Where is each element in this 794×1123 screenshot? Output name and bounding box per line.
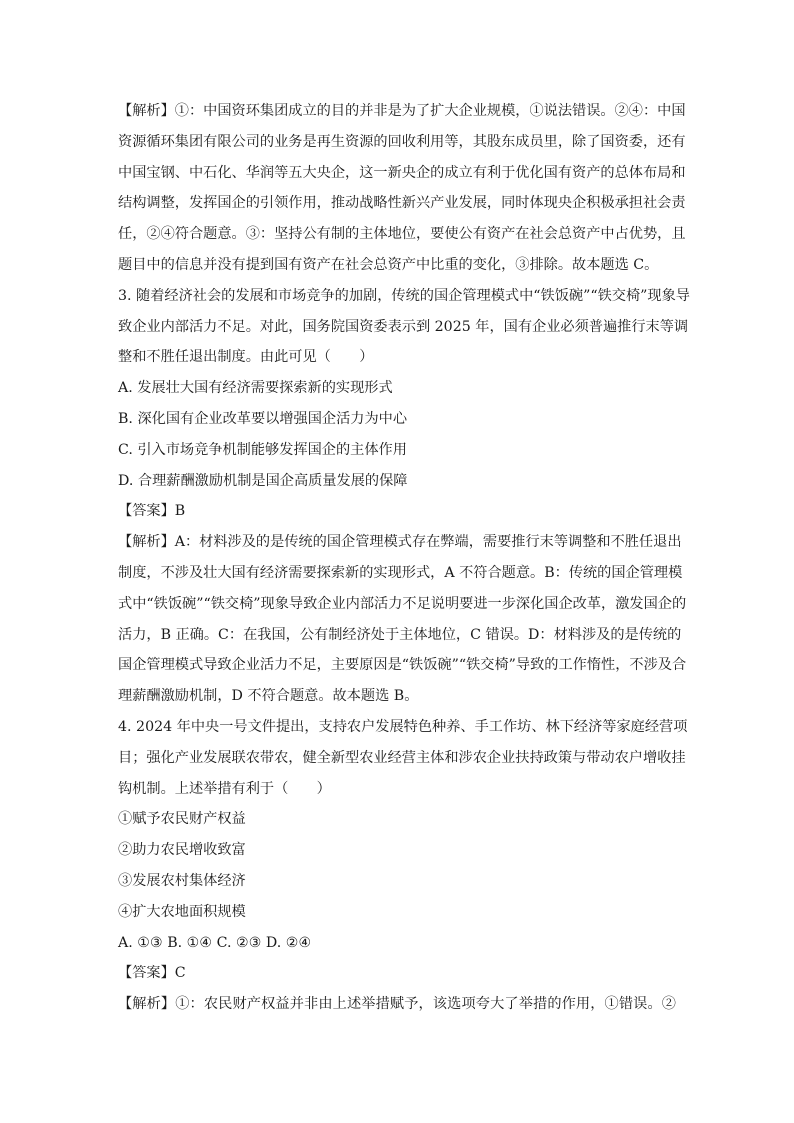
- question-stem-line: 目；强化产业发展联农带农，健全新型农业经营主体和涉农企业扶持政策与带动农户增收挂: [118, 749, 686, 766]
- answer-line: 【答案】B: [118, 503, 186, 520]
- question-stem-line: 4. 2024 年中央一号文件提出，支持农户发展特色种养、手工作坊、林下经济等家庭经营项: [118, 718, 688, 735]
- option-a: A. 发展壮大国有经济需要探索新的实现形式: [118, 380, 393, 397]
- answer-line: 【答案】C: [118, 965, 186, 982]
- question-stem-line: 整和不胜任退出制度。由此可见（ ）: [118, 349, 374, 366]
- analysis-line: 国企管理模式导致企业活力不足，主要原因是“铁饭碗”“铁交椅”导致的工作惰性，不涉及合: [118, 657, 687, 674]
- analysis-line: 【解析】①：中国资环集团成立的目的并非是为了扩大企业规模，①说法错误。②④：中国: [118, 103, 686, 119]
- question-stem-line: 致企业内部活力不足。对此，国务院国资委表示到 2025 年，国有企业必须普遍推行末等调: [118, 318, 689, 335]
- analysis-line: 任，②④符合题意。③：坚持公有制的主体地位，要使公有资产在社会总资产中占优势，且: [118, 226, 686, 243]
- analysis-line: 中国宝钢、中石化、华润等五大央企，这一新央企的成立有利于优化国有资产的总体布局和: [118, 164, 686, 181]
- analysis-line: 结构调整，发挥国企的引领作用，推动战略性新兴产业发展，同时体现央企积极承担社会责: [118, 195, 686, 212]
- analysis-line: 活力，B 正确。C：在我国，公有制经济处于主体地位，C 错误。D：材料涉及的是传统的: [118, 626, 682, 643]
- option-b: B. 深化国有企业改革要以增强国企活力为中心: [118, 410, 408, 427]
- question-stem-line: 钩机制。上述举措有利于（ ）: [118, 780, 331, 797]
- analysis-line: 【解析】A：材料涉及的是传统的国企管理模式存在弊端，需要推行末等调整和不胜任退出: [118, 534, 682, 551]
- question-stem-line: 3. 随着经济社会的发展和市场竞争的加剧，传统的国企管理模式中“铁饭碗”“铁交椅”现象导: [118, 287, 690, 304]
- statement-item: ②助力农民增收致富: [118, 842, 246, 859]
- statement-item: ④扩大农地面积规模: [118, 903, 246, 920]
- analysis-line: 【解析】①：农民财产权益并非由上述举措赋予，该选项夸大了举措的作用，①错误。②: [118, 996, 676, 1013]
- q2-analysis: [118, 96, 686, 281]
- analysis-line: 理薪酬激励机制，D 不符合题意。故本题选 B。: [118, 688, 419, 705]
- question-4: [118, 712, 688, 1020]
- analysis-line: 式中“铁饭碗”“铁交椅”现象导致企业内部活力不足说明要进一步深化国企改革，激发国企的: [118, 595, 687, 612]
- option-d: D. 合理薪酬激励机制是国企高质量发展的保障: [118, 472, 408, 489]
- statement-item: ①赋予农民财产权益: [118, 811, 246, 828]
- question-3: [118, 281, 690, 712]
- analysis-line: 资源循环集团有限公司的业务是再生资源的回收利用等，其股东成员里，除了国资委，还有: [118, 133, 686, 150]
- choice-line: A. ①③ B. ①④ C. ②③ D. ②④: [118, 934, 312, 951]
- statement-item: ③发展农村集体经济: [118, 872, 246, 889]
- analysis-line: 题目中的信息并没有提到国有资产在社会总资产中比重的变化，③排除。故本题选 C。: [118, 256, 659, 273]
- analysis-line: 制度，不涉及壮大国有经济需要探索新的实现形式，A 不符合题意。B：传统的国企管理模: [118, 564, 683, 581]
- option-c: C. 引入市场竞争机制能够发挥国企的主体作用: [118, 441, 407, 458]
